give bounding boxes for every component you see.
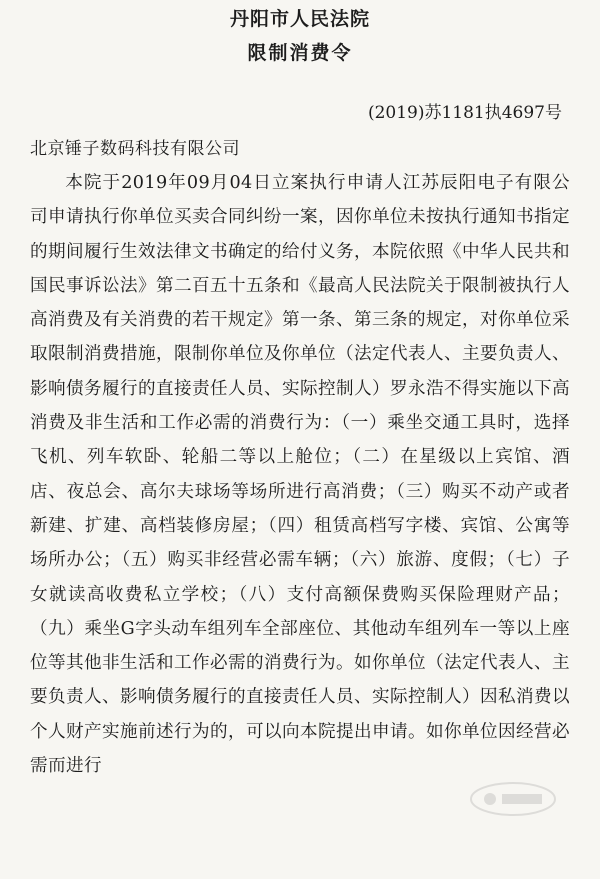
watermark-seal-icon <box>468 780 558 818</box>
case-number: (2019)苏1181执4697号 <box>367 103 562 123</box>
addressee: 北京锤子数码科技有限公司 <box>30 139 240 159</box>
body-paragraph: 本院于2019年09月04日立案执行申请人江苏辰阳电子有限公司申请执行你单位买卖合同纠纷一案，因你单位未按执行通知书指定的期间履行生效法律文书确定的给付义务，本院依照《中华人民共和国民事诉讼法》第二百五十五条和《最高人民法院关于限制被执行人高消费及有关消费的若干规定》第一条、第三条的规定，对你单位采取限制消费措施，限制你单位及你单位（法定代表人、主要负责人、影响债务履行的直接责任人员、实际控制人）罗永浩不得实施以下高消费及非生活和工作必需的消费行为：（一）乘坐交通工具时，选择飞机、列车软卧、轮船二等以上舱位；（二）在星级以上宾馆、酒店、夜总会、高尔夫球场等场所进行高消费；（三）购买不动产或者新建、扩建、高档装修房屋；（四）租赁高档写字楼、宾馆、公寓等场所办公；（五）购买非经营必需车辆；（六）旅游、度假；（七）子女就读高收费私立学校；（八）支付高额保费购买保险理财产品；（九）乘坐G字头动车组列车全部座位、其他动车组列车一等以上座位等其他非生活和工作必需的消费行为。如你单位（法定代表人、主要负责人、影响债务履行的直接责任人员、实际控制人）因私消费以个人财产实施前述行为的，可以向本院提出申请。如你单位因经营必需而进行 <box>30 173 570 777</box>
document-title: 限制消费令 <box>247 42 353 64</box>
court-name: 丹阳市人民法院 <box>229 8 370 30</box>
